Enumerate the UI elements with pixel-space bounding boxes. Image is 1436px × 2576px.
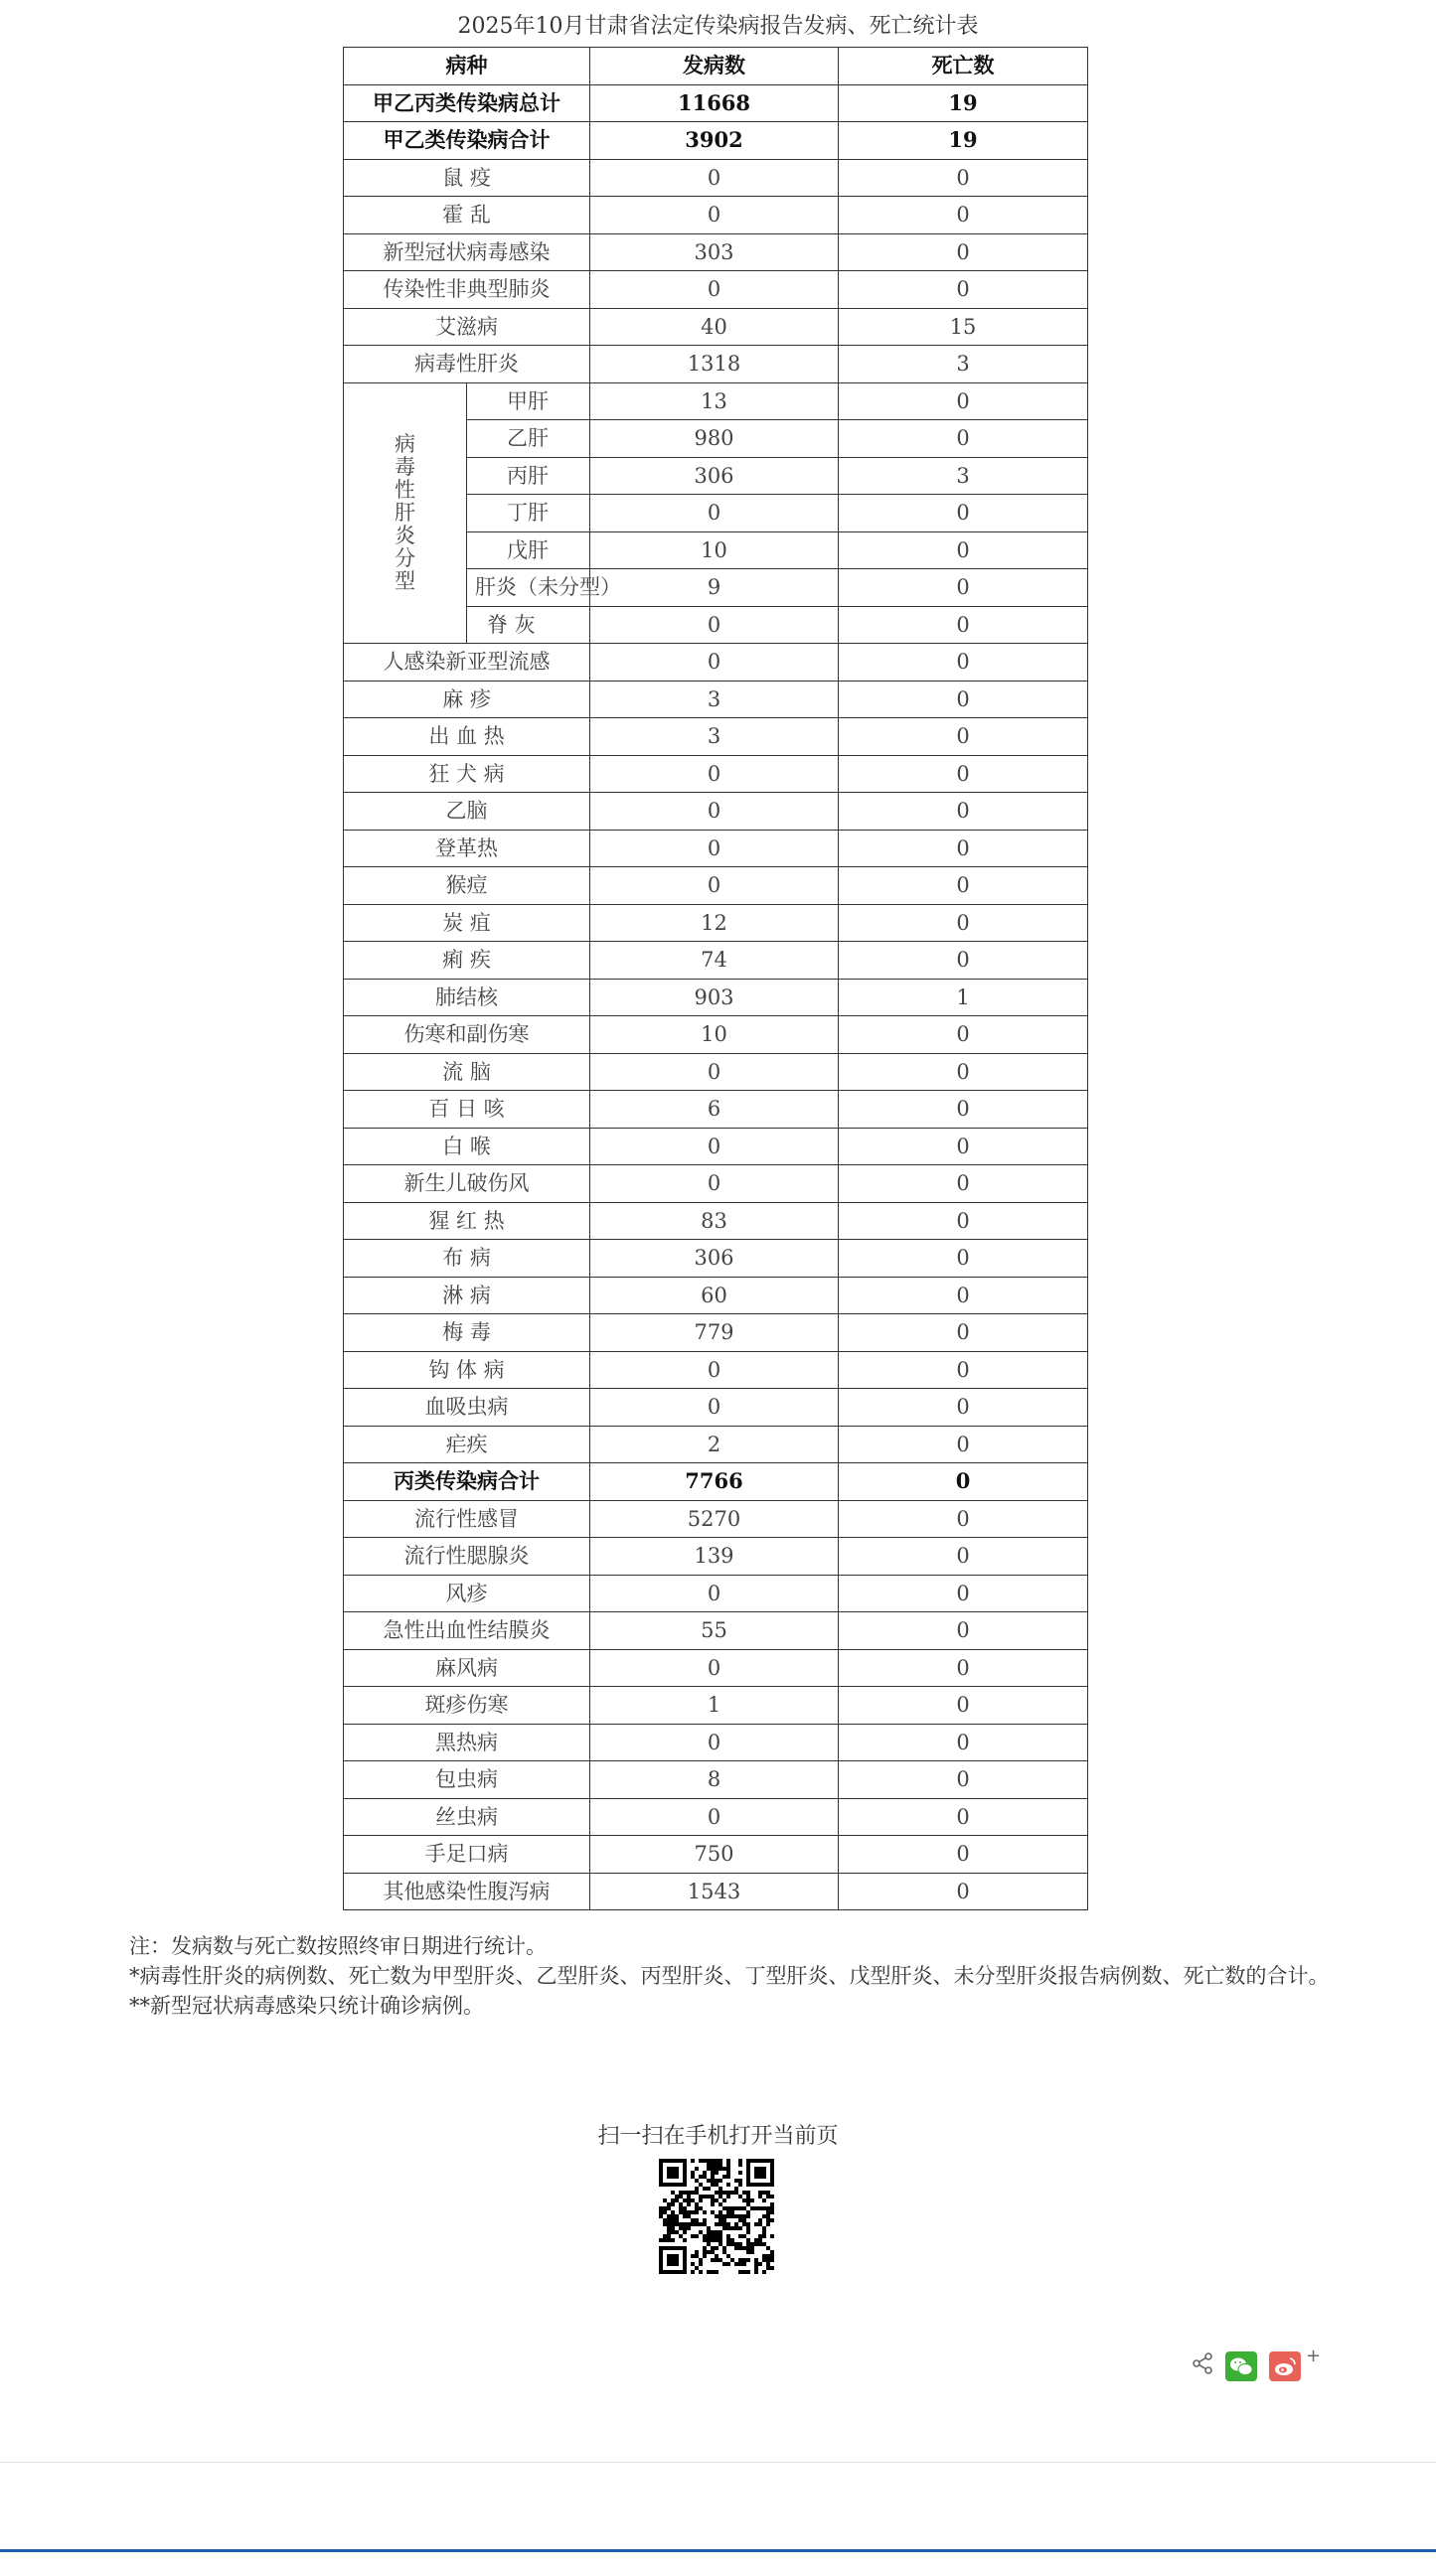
death-count: 0 bbox=[839, 1016, 1088, 1054]
subtype-name: 丁肝 bbox=[467, 495, 590, 532]
disease-name: 黑热病 bbox=[344, 1724, 590, 1761]
disease-name: 鼠 疫 bbox=[344, 159, 590, 197]
table-row bbox=[344, 1277, 1088, 1314]
case-count: 10 bbox=[590, 531, 839, 569]
case-count: 0 bbox=[590, 1351, 839, 1389]
case-count: 60 bbox=[590, 1277, 839, 1314]
case-count: 0 bbox=[590, 197, 839, 234]
table-row bbox=[344, 122, 1088, 160]
case-count: 0 bbox=[590, 606, 839, 644]
death-count: 0 bbox=[839, 495, 1088, 532]
death-count: 0 bbox=[839, 867, 1088, 905]
disease-name: 麻风病 bbox=[344, 1649, 590, 1687]
death-count: 0 bbox=[839, 197, 1088, 234]
case-count: 55 bbox=[590, 1612, 839, 1650]
disease-name: 霍 乱 bbox=[344, 197, 590, 234]
case-count: 0 bbox=[590, 1053, 839, 1091]
hepatitis-group-label-cell bbox=[344, 382, 467, 644]
disease-name: 甲乙丙类传染病总计 bbox=[344, 84, 590, 122]
death-count: 19 bbox=[839, 122, 1088, 160]
table-row bbox=[344, 830, 1088, 867]
case-count: 0 bbox=[590, 793, 839, 831]
table-row bbox=[344, 1649, 1088, 1687]
disease-name: 斑疹伤寒 bbox=[344, 1687, 590, 1725]
table-row bbox=[344, 84, 1088, 122]
case-count: 7766 bbox=[590, 1463, 839, 1501]
death-count: 0 bbox=[839, 681, 1088, 718]
case-count: 1 bbox=[590, 1687, 839, 1725]
death-count: 0 bbox=[839, 1389, 1088, 1427]
case-count: 0 bbox=[590, 867, 839, 905]
case-count: 3 bbox=[590, 718, 839, 756]
case-count: 750 bbox=[590, 1836, 839, 1874]
death-count: 0 bbox=[839, 1500, 1088, 1538]
death-count: 0 bbox=[839, 1240, 1088, 1278]
disease-name: 急性出血性结膜炎 bbox=[344, 1612, 590, 1650]
table-row bbox=[344, 1314, 1088, 1352]
case-count: 139 bbox=[590, 1538, 839, 1576]
table-row bbox=[344, 1724, 1088, 1761]
death-count: 0 bbox=[839, 718, 1088, 756]
death-count: 0 bbox=[839, 755, 1088, 793]
disease-name: 白 喉 bbox=[344, 1128, 590, 1165]
case-count: 5270 bbox=[590, 1500, 839, 1538]
death-count: 0 bbox=[839, 1836, 1088, 1874]
case-count: 2 bbox=[590, 1426, 839, 1463]
hepatitis-group-label: 病毒性肝炎分型 bbox=[395, 431, 415, 593]
table-row bbox=[344, 346, 1088, 383]
case-count: 1318 bbox=[590, 346, 839, 383]
table-row bbox=[344, 681, 1088, 718]
death-count: 0 bbox=[839, 793, 1088, 831]
death-count: 15 bbox=[839, 308, 1088, 346]
case-count: 903 bbox=[590, 979, 839, 1016]
case-count: 303 bbox=[590, 233, 839, 271]
disease-name: 人感染新亚型流感 bbox=[344, 644, 590, 682]
death-count: 0 bbox=[839, 1761, 1088, 1799]
statistics-table bbox=[343, 47, 1088, 1910]
table-row bbox=[344, 233, 1088, 271]
case-count: 6 bbox=[590, 1091, 839, 1129]
death-count: 0 bbox=[839, 531, 1088, 569]
disease-name: 新生儿破伤风 bbox=[344, 1165, 590, 1203]
case-count: 0 bbox=[590, 495, 839, 532]
table-row bbox=[344, 1351, 1088, 1389]
table-row bbox=[344, 942, 1088, 980]
disease-name: 甲乙类传染病合计 bbox=[344, 122, 590, 160]
disease-name: 风疹 bbox=[344, 1575, 590, 1612]
weibo-icon[interactable] bbox=[1269, 2351, 1301, 2381]
table-row bbox=[344, 1053, 1088, 1091]
case-count: 3902 bbox=[590, 122, 839, 160]
table-row bbox=[344, 1836, 1088, 1874]
table-row bbox=[344, 1538, 1088, 1576]
table-row bbox=[344, 718, 1088, 756]
table-row bbox=[344, 1389, 1088, 1427]
death-count: 0 bbox=[839, 1351, 1088, 1389]
case-count: 0 bbox=[590, 1165, 839, 1203]
page-title: 2025年10月甘肃省法定传染病报告发病、死亡统计表 bbox=[457, 14, 979, 39]
subtype-name: 乙肝 bbox=[467, 420, 590, 458]
note-1: 注：发病数与死亡数按照终审日期进行统计。 bbox=[129, 1934, 547, 1958]
death-count: 0 bbox=[839, 1463, 1088, 1501]
case-count: 0 bbox=[590, 1389, 839, 1427]
disease-name: 丙类传染病合计 bbox=[344, 1463, 590, 1501]
table-row bbox=[344, 867, 1088, 905]
case-count: 9 bbox=[590, 569, 839, 607]
death-count: 0 bbox=[839, 606, 1088, 644]
death-count: 0 bbox=[839, 569, 1088, 607]
disease-name: 百 日 咳 bbox=[344, 1091, 590, 1129]
death-count: 0 bbox=[839, 1165, 1088, 1203]
table-row bbox=[344, 755, 1088, 793]
disease-name: 钩 体 病 bbox=[344, 1351, 590, 1389]
case-count: 0 bbox=[590, 159, 839, 197]
disease-name: 猩 红 热 bbox=[344, 1202, 590, 1240]
table-row bbox=[344, 1798, 1088, 1836]
table-row bbox=[344, 1687, 1088, 1725]
subtype-name: 丙肝 bbox=[467, 457, 590, 495]
disease-name: 肺结核 bbox=[344, 979, 590, 1016]
table-header-row bbox=[344, 48, 1088, 85]
disease-name: 传染性非典型肺炎 bbox=[344, 271, 590, 309]
disease-name: 其他感染性腹泻病 bbox=[344, 1873, 590, 1910]
death-count: 0 bbox=[839, 1314, 1088, 1352]
disease-name: 疟疾 bbox=[344, 1426, 590, 1463]
case-count: 40 bbox=[590, 308, 839, 346]
footnotes bbox=[129, 1931, 1342, 2021]
divider bbox=[0, 2462, 1436, 2463]
header-deaths: 死亡数 bbox=[839, 48, 1088, 85]
case-count: 0 bbox=[590, 1649, 839, 1687]
disease-name: 麻 疹 bbox=[344, 681, 590, 718]
death-count: 0 bbox=[839, 644, 1088, 682]
case-count: 0 bbox=[590, 755, 839, 793]
table-row bbox=[344, 1016, 1088, 1054]
disease-name: 伤寒和副伤寒 bbox=[344, 1016, 590, 1054]
share-bar bbox=[1191, 2348, 1330, 2381]
death-count: 0 bbox=[839, 1873, 1088, 1910]
case-count: 8 bbox=[590, 1761, 839, 1799]
case-count: 13 bbox=[590, 382, 839, 420]
death-count: 0 bbox=[839, 830, 1088, 867]
case-count: 0 bbox=[590, 644, 839, 682]
death-count: 0 bbox=[839, 904, 1088, 942]
case-count: 10 bbox=[590, 1016, 839, 1054]
header-disease: 病种 bbox=[344, 48, 590, 85]
disease-name: 淋 病 bbox=[344, 1277, 590, 1314]
table-row bbox=[344, 1426, 1088, 1463]
case-count: 0 bbox=[590, 830, 839, 867]
death-count: 0 bbox=[839, 1426, 1088, 1463]
death-count: 0 bbox=[839, 1202, 1088, 1240]
table-row bbox=[344, 159, 1088, 197]
qr-code-icon bbox=[659, 2159, 774, 2274]
share-icon[interactable] bbox=[1191, 2351, 1214, 2375]
disease-name: 炭 疽 bbox=[344, 904, 590, 942]
case-count: 74 bbox=[590, 942, 839, 980]
disease-name: 狂 犬 病 bbox=[344, 755, 590, 793]
death-count: 0 bbox=[839, 1612, 1088, 1650]
scan-label: 扫一扫在手机打开当前页 bbox=[597, 2124, 839, 2149]
disease-name: 流行性感冒 bbox=[344, 1500, 590, 1538]
table-row bbox=[344, 1091, 1088, 1129]
table-row bbox=[344, 1202, 1088, 1240]
footer-line bbox=[0, 2549, 1436, 2552]
death-count: 0 bbox=[839, 233, 1088, 271]
disease-name: 布 病 bbox=[344, 1240, 590, 1278]
death-count: 0 bbox=[839, 1128, 1088, 1165]
header-cases: 发病数 bbox=[590, 48, 839, 85]
case-count: 306 bbox=[590, 457, 839, 495]
case-count: 779 bbox=[590, 1314, 839, 1352]
note-2: *病毒性肝炎的病例数、死亡数为甲型肝炎、乙型肝炎、丙型肝炎、丁型肝炎、戊型肝炎、未分型肝炎报告病例数、死亡数的合计。 bbox=[129, 1964, 1330, 1988]
case-count: 0 bbox=[590, 1724, 839, 1761]
case-count: 12 bbox=[590, 904, 839, 942]
table-row bbox=[344, 197, 1088, 234]
case-count: 0 bbox=[590, 1575, 839, 1612]
disease-name: 猴痘 bbox=[344, 867, 590, 905]
death-count: 0 bbox=[839, 1724, 1088, 1761]
subtype-name: 甲肝 bbox=[467, 382, 590, 420]
disease-name: 丝虫病 bbox=[344, 1798, 590, 1836]
disease-name: 登革热 bbox=[344, 830, 590, 867]
note-3: **新型冠状病毒感染只统计确诊病例。 bbox=[129, 1994, 484, 2018]
case-count: 3 bbox=[590, 681, 839, 718]
table-row bbox=[344, 1575, 1088, 1612]
more-share-plus[interactable]: + bbox=[1306, 2346, 1322, 2366]
disease-name: 艾滋病 bbox=[344, 308, 590, 346]
case-count: 1543 bbox=[590, 1873, 839, 1910]
table-row bbox=[344, 1873, 1088, 1910]
death-count: 0 bbox=[839, 1687, 1088, 1725]
death-count: 0 bbox=[839, 1575, 1088, 1612]
case-count: 11668 bbox=[590, 84, 839, 122]
death-count: 0 bbox=[839, 420, 1088, 458]
disease-name: 出 血 热 bbox=[344, 718, 590, 756]
subtype-name: 戊肝 bbox=[467, 531, 590, 569]
death-count: 0 bbox=[839, 159, 1088, 197]
case-count: 0 bbox=[590, 1128, 839, 1165]
disease-name: 血吸虫病 bbox=[344, 1389, 590, 1427]
table-row bbox=[344, 271, 1088, 309]
table-row bbox=[344, 308, 1088, 346]
death-count: 19 bbox=[839, 84, 1088, 122]
case-count: 0 bbox=[590, 271, 839, 309]
death-count: 0 bbox=[839, 1277, 1088, 1314]
subtype-name: 肝炎（未分型） bbox=[467, 569, 590, 607]
table-row bbox=[344, 1612, 1088, 1650]
case-count: 306 bbox=[590, 1240, 839, 1278]
table-row bbox=[344, 1761, 1088, 1799]
disease-name: 痢 疾 bbox=[344, 942, 590, 980]
disease-name: 脊 灰 bbox=[467, 606, 590, 644]
death-count: 0 bbox=[839, 1053, 1088, 1091]
table-row bbox=[344, 904, 1088, 942]
table-row bbox=[344, 644, 1088, 682]
disease-name: 流 脑 bbox=[344, 1053, 590, 1091]
wechat-icon[interactable] bbox=[1225, 2351, 1257, 2381]
disease-name: 包虫病 bbox=[344, 1761, 590, 1799]
death-count: 1 bbox=[839, 979, 1088, 1016]
death-count: 0 bbox=[839, 942, 1088, 980]
death-count: 0 bbox=[839, 1091, 1088, 1129]
case-count: 0 bbox=[590, 1798, 839, 1836]
disease-name: 病毒性肝炎 bbox=[344, 346, 590, 383]
case-count: 980 bbox=[590, 420, 839, 458]
disease-name: 乙脑 bbox=[344, 793, 590, 831]
disease-name: 新型冠状病毒感染 bbox=[344, 233, 590, 271]
hepatitis-subtype-row bbox=[344, 382, 1088, 420]
table-row bbox=[344, 1500, 1088, 1538]
table-row bbox=[344, 1240, 1088, 1278]
table-row bbox=[344, 793, 1088, 831]
death-count: 0 bbox=[839, 1649, 1088, 1687]
death-count: 0 bbox=[839, 1798, 1088, 1836]
death-count: 3 bbox=[839, 346, 1088, 383]
death-count: 0 bbox=[839, 382, 1088, 420]
death-count: 0 bbox=[839, 271, 1088, 309]
death-count: 3 bbox=[839, 457, 1088, 495]
table-row bbox=[344, 1463, 1088, 1501]
table-row bbox=[344, 979, 1088, 1016]
disease-name: 手足口病 bbox=[344, 1836, 590, 1874]
table-row bbox=[344, 1128, 1088, 1165]
disease-name: 流行性腮腺炎 bbox=[344, 1538, 590, 1576]
disease-name: 梅 毒 bbox=[344, 1314, 590, 1352]
table-row bbox=[344, 1165, 1088, 1203]
death-count: 0 bbox=[839, 1538, 1088, 1576]
case-count: 83 bbox=[590, 1202, 839, 1240]
